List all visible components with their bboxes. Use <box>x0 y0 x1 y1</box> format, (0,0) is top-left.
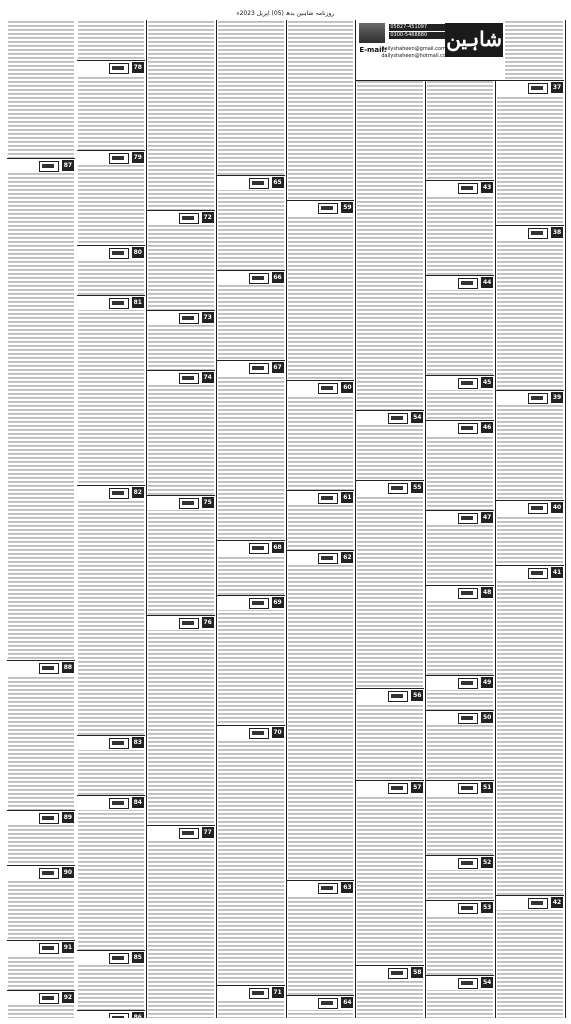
notice-number: 50 <box>482 714 492 721</box>
notice-header <box>496 895 564 910</box>
notice-label-icon <box>39 868 59 879</box>
notice-header <box>77 150 145 165</box>
notice-label-icon <box>109 1013 129 1018</box>
notice-header <box>7 940 75 955</box>
body-text-lines <box>288 20 354 1018</box>
notice-header <box>287 200 355 215</box>
notice-label-icon <box>458 903 478 914</box>
notice-label-icon <box>179 313 199 324</box>
notice-header <box>426 675 494 690</box>
notice-label-icon <box>388 968 408 979</box>
notice-label-icon <box>109 953 129 964</box>
notice-header <box>426 375 494 390</box>
notice-header <box>287 550 355 565</box>
notice-label-icon <box>318 383 338 394</box>
notice-header <box>77 735 145 750</box>
notice-number: 81 <box>133 299 142 306</box>
notice-header <box>147 370 215 385</box>
notice-number: 77 <box>203 829 212 836</box>
notice-header <box>7 990 75 1005</box>
notice-label-icon <box>39 663 59 674</box>
notice-header <box>496 565 564 580</box>
notice-header <box>496 500 564 515</box>
notice-label-icon <box>528 568 548 579</box>
notice-label-icon <box>318 553 338 564</box>
phone-number: 05827-451097 <box>389 24 445 31</box>
newspaper-page <box>6 10 565 1020</box>
contact-block <box>389 23 445 39</box>
notice-number: 79 <box>133 154 142 161</box>
notice-header <box>217 725 285 740</box>
notice-number: 60 <box>343 384 352 391</box>
notice-label-icon <box>458 423 478 434</box>
notice-number: 88 <box>63 664 73 671</box>
notice-header <box>7 865 75 880</box>
notice-header <box>287 490 355 505</box>
notice-number: 68 <box>273 544 282 551</box>
notice-header <box>147 825 215 840</box>
body-text-lines <box>148 20 214 1018</box>
notice-header <box>77 795 145 810</box>
notice-header <box>287 995 355 1010</box>
notice-header <box>356 410 424 425</box>
notice-number: 38 <box>552 229 562 236</box>
notice-label-icon <box>458 713 478 724</box>
notice-label-icon <box>39 813 59 824</box>
notice-label-icon <box>179 618 199 629</box>
notice-number: 92 <box>63 994 73 1001</box>
notice-number: 87 <box>63 162 73 169</box>
notice-header <box>426 975 494 990</box>
text-column <box>425 20 496 1018</box>
notice-number: 54 <box>413 414 422 421</box>
notice-label-icon <box>388 483 408 494</box>
notice-number: 39 <box>552 394 562 401</box>
notice-number: 54 <box>482 979 492 986</box>
notice-label-icon <box>388 691 408 702</box>
notice-label-icon <box>179 828 199 839</box>
notice-label-icon <box>179 498 199 509</box>
notice-number: 67 <box>273 364 282 371</box>
notice-number: 65 <box>273 179 282 186</box>
notice-header <box>77 245 145 260</box>
text-column <box>76 20 147 1018</box>
notice-number: 61 <box>343 494 352 501</box>
notice-number: 43 <box>482 184 492 191</box>
notice-number: 80 <box>133 249 142 256</box>
notice-header <box>77 295 145 310</box>
notice-header <box>217 360 285 375</box>
body-text-lines <box>357 20 423 1018</box>
notice-number: 40 <box>552 504 562 511</box>
notice-header <box>426 710 494 725</box>
newspaper-logo: شاہین <box>445 23 503 57</box>
email-label: E-mail: <box>359 46 387 54</box>
text-column <box>146 20 217 1018</box>
notice-number: 51 <box>482 784 492 791</box>
notice-number: 90 <box>63 869 73 876</box>
notice-header <box>217 595 285 610</box>
notice-label-icon <box>179 213 199 224</box>
notice-number: 63 <box>343 884 352 891</box>
notice-number: 53 <box>482 904 492 911</box>
notice-label-icon <box>528 228 548 239</box>
notice-label-icon <box>458 858 478 869</box>
dateline: روزنامہ شاہین بدھ (05) اپریل 2023ء <box>236 10 335 17</box>
notice-header <box>426 780 494 795</box>
notice-header <box>287 380 355 395</box>
notice-number: 89 <box>63 814 73 821</box>
notice-label-icon <box>109 63 129 74</box>
notice-number: 56 <box>413 692 422 699</box>
notice-number: 45 <box>482 379 492 386</box>
notice-number: 86 <box>132 1012 144 1018</box>
notice-header <box>426 855 494 870</box>
notice-header <box>77 485 145 500</box>
notice-label-icon <box>458 588 478 599</box>
notice-header <box>217 270 285 285</box>
email-address: dailyshaheen@hotmail.com <box>381 53 451 59</box>
notice-number: 78 <box>133 64 142 71</box>
notice-header <box>496 80 564 95</box>
notice-number: 46 <box>482 424 492 431</box>
notice-label-icon <box>528 393 548 404</box>
notice-header <box>287 880 355 895</box>
notice-number: 55 <box>413 484 422 491</box>
notice-header <box>147 210 215 225</box>
notice-header <box>426 180 494 195</box>
notice-number: 64 <box>343 999 352 1006</box>
phone-number: 0300-5468880 <box>389 32 445 39</box>
email-address: dailyshaheen@gmail.com <box>381 46 446 52</box>
notice-number: 37 <box>552 84 562 91</box>
notice-number: 66 <box>273 274 282 281</box>
notice-header <box>217 540 285 555</box>
notice-label-icon <box>249 543 269 554</box>
notice-header <box>356 965 424 980</box>
notice-header <box>356 780 424 795</box>
notice-label-icon <box>249 363 269 374</box>
notice-label-icon <box>528 898 548 909</box>
notice-label-icon <box>109 153 129 164</box>
notice-label-icon <box>318 998 338 1009</box>
text-column <box>216 20 287 1018</box>
notice-header <box>7 810 75 825</box>
building-photo <box>359 23 385 43</box>
notice-number: 74 <box>203 374 212 381</box>
notice-label-icon <box>318 203 338 214</box>
notice-label-icon <box>458 678 478 689</box>
notice-header <box>496 390 564 405</box>
notice-label-icon <box>249 728 269 739</box>
notice-number: 72 <box>203 214 212 221</box>
notice-header <box>426 275 494 290</box>
notice-number: 48 <box>482 589 492 596</box>
notice-label-icon <box>109 488 129 499</box>
notice-number: 83 <box>133 739 142 746</box>
notice-number: 57 <box>413 784 422 791</box>
notice-header <box>7 660 75 675</box>
notice-label-icon <box>458 978 478 989</box>
body-text-lines <box>78 20 144 1018</box>
notice-number: 70 <box>273 729 282 736</box>
notice-number: 47 <box>482 514 492 521</box>
notice-label-icon <box>39 943 59 954</box>
notice-header <box>147 495 215 510</box>
notice-header <box>217 985 285 1000</box>
notice-header <box>426 510 494 525</box>
notice-number: 91 <box>63 944 73 951</box>
notice-label-icon <box>388 783 408 794</box>
notice-header <box>496 225 564 240</box>
notice-label-icon <box>458 513 478 524</box>
notice-number: 69 <box>273 599 282 606</box>
notice-number: 41 <box>552 569 562 576</box>
notice-header <box>77 1010 145 1018</box>
text-column <box>6 20 76 1018</box>
notice-number: 85 <box>133 954 142 961</box>
notice-number: 76 <box>203 619 212 626</box>
notice-number: 44 <box>482 279 492 286</box>
notice-label-icon <box>458 783 478 794</box>
notice-header <box>426 585 494 600</box>
notice-label-icon <box>318 883 338 894</box>
notice-number: 59 <box>343 204 352 211</box>
notice-label-icon <box>528 503 548 514</box>
masthead <box>355 20 505 81</box>
notice-label-icon <box>458 378 478 389</box>
notice-number: 71 <box>273 989 282 996</box>
notice-header <box>147 615 215 630</box>
notice-number: 42 <box>552 899 562 906</box>
text-column <box>286 20 357 1018</box>
notice-number: 75 <box>203 499 212 506</box>
body-text-lines <box>497 20 563 1018</box>
notice-label-icon <box>179 373 199 384</box>
body-text-lines <box>218 20 284 1018</box>
notice-label-icon <box>109 798 129 809</box>
notice-label-icon <box>249 598 269 609</box>
notice-label-icon <box>109 298 129 309</box>
notice-number: 84 <box>133 799 142 806</box>
notice-header <box>77 60 145 75</box>
notice-number: 49 <box>482 679 492 686</box>
notice-label-icon <box>39 993 59 1004</box>
notice-header <box>77 950 145 965</box>
notice-label-icon <box>109 248 129 259</box>
notice-header <box>147 310 215 325</box>
email-list <box>381 46 450 60</box>
text-column <box>495 20 566 1018</box>
notice-header <box>426 900 494 915</box>
notice-label-icon <box>249 273 269 284</box>
notice-label-icon <box>39 161 59 172</box>
notice-label-icon <box>109 738 129 749</box>
notice-number: 82 <box>133 489 142 496</box>
notice-header <box>356 688 424 703</box>
notice-number: 62 <box>343 554 352 561</box>
notice-label-icon <box>249 178 269 189</box>
notice-header <box>356 480 424 495</box>
notice-header <box>426 420 494 435</box>
notice-number: 58 <box>413 969 422 976</box>
notice-number: 52 <box>482 859 492 866</box>
notice-header <box>7 158 75 173</box>
notice-label-icon <box>388 413 408 424</box>
notice-number: 73 <box>203 314 212 321</box>
notice-label-icon <box>528 83 548 94</box>
notice-label-icon <box>249 988 269 999</box>
notice-label-icon <box>458 183 478 194</box>
notice-label-icon <box>458 278 478 289</box>
notice-label-icon <box>318 493 338 504</box>
notice-header <box>217 175 285 190</box>
